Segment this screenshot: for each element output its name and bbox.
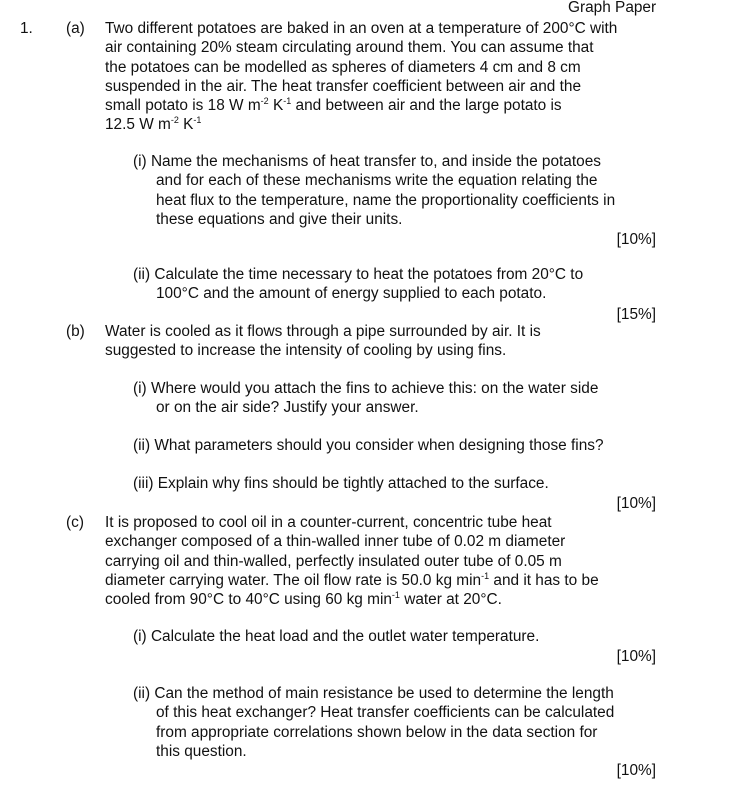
part-b-ii: (ii) What parameters should you consider when designing those fins? bbox=[133, 437, 604, 454]
part-a-i-marks: [10%] bbox=[616, 231, 656, 248]
part-a-label: (a) bbox=[66, 20, 85, 37]
part-c-ii-marks: [10%] bbox=[616, 762, 656, 779]
part-c-ii: (ii) Can the method of main resistance be used to determine the length of this heat exchanger? Heat transfer coefficients can be calculated from appropriate correlations shown below in the data section for this question. bbox=[133, 685, 615, 760]
part-c-i-marks: [10%] bbox=[616, 648, 656, 665]
part-c-label: (c) bbox=[66, 514, 84, 531]
part-b-intro: Water is cooled as it flows through a pipe surrounded by air. It is suggested to increase the intensity of cooling by using fins. bbox=[105, 323, 541, 360]
part-b-marks: [10%] bbox=[616, 495, 656, 512]
part-c-i: (i) Calculate the heat load and the outlet water temperature. bbox=[133, 628, 540, 645]
part-a-ii: (ii) Calculate the time necessary to heat the potatoes from 20°C to 100°C and the amount of energy supplied to each potato. bbox=[133, 266, 584, 303]
part-c-intro: It is proposed to cool oil in a counter-current, concentric tube heat exchanger composed of a thin-walled inner tube of 0.02 m diameter carrying oil and thin-walled, perfectly insulated outer tube of 0.05 m diameter carrying water. The oil flow rate is 50.0 kg $\min^{-1}$ and it has to be cooled from 90°C to 40°C using 60 kg $\min^{-1}$ water at 20°C. bbox=[105, 514, 599, 609]
part-a-ii-marks: [15%] bbox=[616, 306, 656, 323]
part-b-i: (i) Where would you attach the fins to achieve this: on the water side or on the air side? Justify your answer. bbox=[133, 380, 599, 417]
graph-paper-label: Graph Paper bbox=[568, 0, 657, 16]
part-b-label: (b) bbox=[66, 323, 85, 340]
question-number: 1. bbox=[20, 20, 33, 37]
part-a-intro: Two different potatoes are baked in an oven at a temperature of 200°C with air containing 20% steam circulating around them. You can assume that the potatoes can be modelled as spheres of diameters 4 cm and 8 cm suspended in the air. The heat transfer coefficient between air and the small potato is 18 W $m^{-2}$ $K^{-1}$ and between air and the large potato is 12.5 W $m^{-2}$ $K^{-1}$ bbox=[105, 20, 618, 134]
part-a-i: (i) Name the mechanisms of heat transfer to, and inside the potatoes and for each of these mechanisms write the equation relating the heat flux to the temperature, name the proportionality coefficients in these equations and give their units. bbox=[133, 153, 616, 228]
part-b-iii: (iii) Explain why fins should be tightly attached to the surface. bbox=[133, 475, 549, 492]
